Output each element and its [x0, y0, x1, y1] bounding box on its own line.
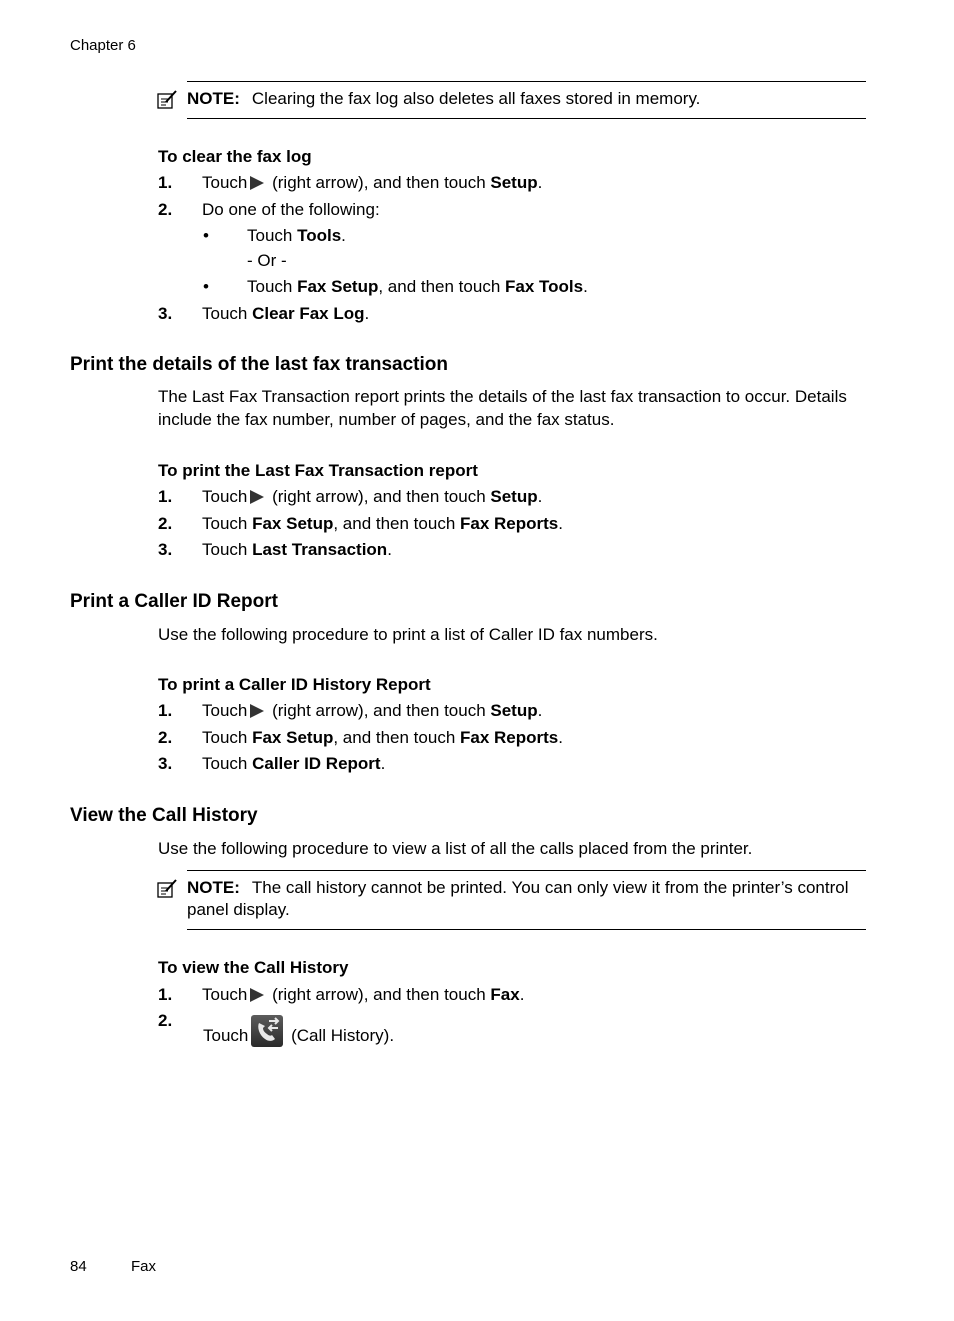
- step-number: 3.: [158, 754, 173, 773]
- step-end: .: [519, 985, 525, 1004]
- page-number: 84: [70, 1258, 87, 1275]
- step-text: (Call History).: [286, 1026, 395, 1045]
- step-number: 3.: [158, 304, 173, 323]
- right-arrow-icon: [250, 176, 264, 190]
- step-text: Touch: [203, 1026, 249, 1045]
- section-paragraph: Use the following procedure to view a list of all the calls placed from the printer.: [158, 839, 753, 858]
- step-text: Touch: [202, 304, 253, 323]
- or-separator: - Or -: [247, 251, 287, 270]
- step-text: Touch: [202, 173, 248, 192]
- bullet-item: [203, 277, 588, 297]
- step: [158, 486, 542, 508]
- bullet-item: [203, 226, 346, 246]
- step-bold: Fax Reports: [460, 514, 559, 533]
- step-number: 3.: [158, 540, 173, 559]
- step-end: .: [537, 487, 543, 506]
- bullet-dot: •: [203, 226, 209, 245]
- step-number: 1.: [158, 701, 173, 720]
- step-number: 2.: [158, 1011, 173, 1030]
- step-end: .: [387, 540, 392, 559]
- step-number-2: [158, 1010, 202, 1032]
- bullet-end: .: [583, 277, 588, 296]
- step-bold: Clear Fax Log: [252, 304, 365, 323]
- step-text: (right arrow), and then touch: [267, 701, 491, 720]
- step: [158, 513, 563, 535]
- step-text: Touch: [202, 540, 253, 559]
- step-end: .: [558, 728, 563, 747]
- step-text: (right arrow), and then touch: [267, 487, 491, 506]
- step: [158, 727, 563, 749]
- step-bold: Setup: [490, 173, 538, 192]
- step-text: , and then touch: [333, 728, 460, 747]
- step-text: (right arrow), and then touch: [267, 985, 491, 1004]
- section-heading: Print the details of the last fax transaction: [70, 354, 448, 375]
- call-history-icon: [251, 1015, 283, 1047]
- right-arrow-icon: [250, 490, 264, 504]
- step-number: 2.: [158, 728, 173, 747]
- step: [158, 753, 385, 775]
- step: [158, 539, 392, 561]
- note-box: [187, 81, 866, 119]
- note-text: Clearing the fax log also deletes all faxes stored in memory.: [251, 89, 701, 108]
- note-box: [187, 870, 866, 930]
- bullet-bold: Fax Tools: [505, 277, 584, 296]
- step-bold: Fax: [490, 985, 520, 1004]
- step-end: .: [558, 514, 563, 533]
- note-label: NOTE:: [187, 878, 240, 897]
- step-bold: Fax Setup: [252, 514, 334, 533]
- step-number: 1.: [158, 985, 173, 1004]
- step-bold: Fax Reports: [460, 728, 559, 747]
- procedure-title: To view the Call History: [158, 958, 349, 977]
- step-bold: Fax Setup: [252, 728, 334, 747]
- step-number: 2.: [158, 514, 173, 533]
- step-bold: Setup: [490, 487, 538, 506]
- note-icon: [157, 879, 177, 899]
- step: [158, 172, 542, 194]
- step-end: .: [364, 304, 370, 323]
- bullet-text: Touch: [247, 277, 298, 296]
- section-heading: Print a Caller ID Report: [70, 591, 278, 612]
- bullet-end: .: [341, 226, 346, 245]
- note-label: NOTE:: [187, 89, 240, 108]
- step-text: Touch: [202, 487, 248, 506]
- step: [158, 700, 542, 722]
- procedure-title: To clear the fax log: [158, 147, 312, 166]
- step-bold: Setup: [490, 701, 538, 720]
- step-text: Touch: [202, 985, 248, 1004]
- bullet-text: , and then touch: [378, 277, 505, 296]
- bullet-text: Touch: [247, 226, 298, 245]
- step-number: 2.: [158, 200, 173, 219]
- bullet-dot: •: [203, 277, 209, 296]
- step-text: , and then touch: [333, 514, 460, 533]
- chapter-label: Chapter 6: [70, 37, 136, 54]
- bullet-bold: Tools: [297, 226, 342, 245]
- step: [203, 1015, 394, 1047]
- step-text: Touch: [202, 514, 253, 533]
- step-end: .: [537, 173, 543, 192]
- step-text: Do one of the following:: [202, 200, 380, 219]
- procedure-title: To print the Last Fax Transaction report: [158, 461, 478, 480]
- procedure-title: To print a Caller ID History Report: [158, 675, 431, 694]
- section-paragraph: The Last Fax Transaction report prints the details of the last fax transaction to occur. Details include the fax number, number of pages, and the fax status.: [158, 387, 847, 429]
- step-end: .: [380, 754, 386, 773]
- bullet-bold: Fax Setup: [297, 277, 379, 296]
- step: [158, 199, 380, 221]
- step-end: .: [537, 701, 543, 720]
- step-bold: Caller ID Report: [252, 754, 381, 773]
- step-number: 1.: [158, 173, 173, 192]
- step-text: (right arrow), and then touch: [267, 173, 491, 192]
- step-number: 1.: [158, 487, 173, 506]
- note-text: The call history cannot be printed. You can only view it from the printer’s control panel display.: [187, 878, 849, 919]
- step-text: Touch: [202, 701, 248, 720]
- step-text: Touch: [202, 728, 253, 747]
- right-arrow-icon: [250, 988, 264, 1002]
- right-arrow-icon: [250, 704, 264, 718]
- step-bold: Last Transaction: [252, 540, 388, 559]
- section-heading: View the Call History: [70, 805, 258, 826]
- step-text: Touch: [202, 754, 253, 773]
- step: [158, 984, 524, 1006]
- section-paragraph: Use the following procedure to print a list of Caller ID fax numbers.: [158, 625, 658, 644]
- step: [158, 303, 369, 325]
- note-icon: [157, 90, 177, 110]
- footer-section: Fax: [131, 1258, 157, 1275]
